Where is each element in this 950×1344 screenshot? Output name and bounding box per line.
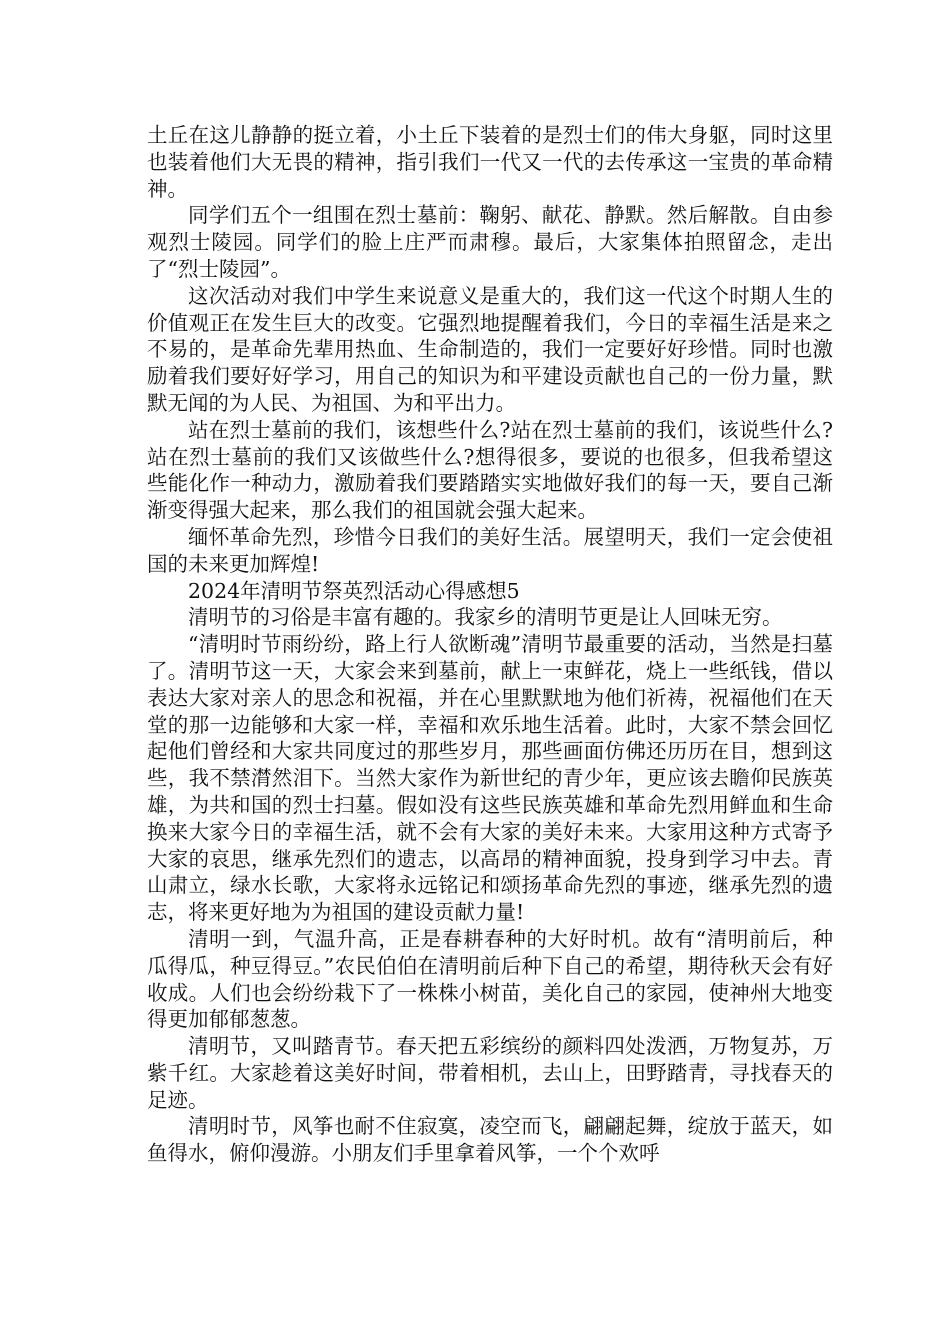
paragraph-10: 清明时节，风筝也耐不住寂寞，凌空而飞，翩翩起舞，绽放于蓝天，如鱼得水，俯仰漫游。小朋友们手里拿着风筝，一个个欢呼 — [147, 1114, 833, 1166]
paragraph-1: 土丘在这儿静静的挺立着，小土丘下装着的是烈士们的伟大身躯，同时这里也装着他们大无畏的精神，指引我们一代又一代的去传承这一宝贵的革命精神。 — [147, 123, 833, 201]
paragraph-6: 清明节的习俗是丰富有趣的。我家乡的清明节更是让人回味无穷。 — [188, 605, 783, 630]
paragraph-2: 同学们五个一组围在烈士墓前：鞠躬、献花、静默。然后解散。自由参观烈士陵园。同学们的脸上庄严而肃穆。最后，大家集体拍照留念，走出了“烈士陵园”。 — [147, 203, 833, 281]
paragraph-8: 清明一到，气温升高，正是春耕春种的大好时机。故有“清明前后，种瓜得瓜，种豆得豆。”农民伯伯在清明前后种下自己的希望，期待秋天会有好收成。人们也会纷纷栽下了一株株小树苗，美化自己的家园，使神州大地变得更加郁郁葱葱。 — [147, 926, 833, 1032]
paragraph-5: 缅怀革命先烈，珍惜今日我们的美好生活。展望明天，我们一定会使祖国的未来更加辉煌! — [147, 524, 833, 576]
document-body — [147, 122, 833, 1167]
paragraph-9: 清明节，又叫踏青节。春天把五彩缤纷的颜料四处泼洒，万物复苏，万紫千红。大家趁着这美好时间，带着相机，去山上，田野踏青，寻找春天的足迹。 — [147, 1034, 833, 1112]
paragraph-7: “清明时节雨纷纷，路上行人欲断魂”清明节最重要的活动，当然是扫墓了。清明节这一天，大家会来到墓前，献上一束鲜花，烧上一些纸钱，借以表达大家对亲人的思念和祝福，并在心里默默地为他们祈祷，祝福他们在天堂的那一边能够和大家一样，幸福和欢乐地生活着。此时，大家不禁会回忆起他们曾经和大家共同度过的那些岁月，那些画面仿佛还历历在目，想到这些，我不禁潸然泪下。当然大家作为新世纪的青少年，更应该去瞻仰民族英雄，为共和国的烈士扫墓。假如没有这些民族英雄和革命先烈用鲜血和生命换来大家今日的幸福生活，就不会有大家的美好未来。大家用这种方式寄予大家的哀思，继承先烈们的遗志，以高昂的精神面貌，投身到学习中去。青山肃立，绿水长歌，大家将永远铭记和颂扬革命先烈的事迹，继承先烈的遗志，将来更好地为为祖国的建设贡献力量! — [147, 632, 833, 925]
paragraph-4: 站在烈士墓前的我们，该想些什么?站在烈士墓前的我们，该说些什么?站在烈士墓前的我们又该做些什么?想得很多，要说的也很多，但我希望这些能化作一种动力，激励着我们要踏踏实实地做好我们的每一天，要自己渐渐变得强大起来，那么我们的祖国就会强大起来。 — [147, 417, 833, 523]
paragraph-3: 这次活动对我们中学生来说意义是重大的，我们这一代这个时期人生的价值观正在发生巨大的改变。它强烈地提醒着我们，今日的幸福生活是来之不易的，是革命先辈用热血、生命制造的，我们一定要好好珍惜。同时也激励着我们要好好学习，用自己的知识为和平建设贡献也自己的一份力量，默默无闻的为人民、为祖国、为和平出力。 — [147, 283, 833, 415]
section-heading: 2024年清明节祭英烈活动心得感想5 — [188, 578, 520, 603]
